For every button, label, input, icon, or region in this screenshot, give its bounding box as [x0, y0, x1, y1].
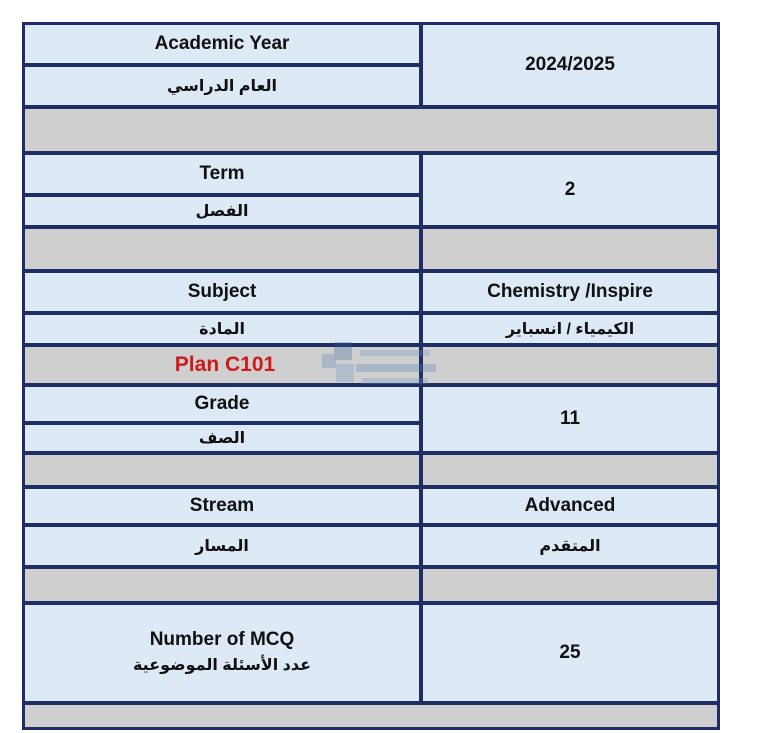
- stream-value: Advanced: [420, 486, 720, 526]
- separator-row: [22, 566, 422, 604]
- mcq-label-ar: عدد الأسئلة الموضوعية: [132, 657, 312, 674]
- stream-label-ar: المسار: [22, 524, 422, 568]
- bottom-separator-row: [22, 702, 720, 730]
- grade-label: Grade: [22, 384, 422, 424]
- academic-year-label-ar: العام الدراسي: [22, 64, 422, 108]
- term-label: Term: [22, 152, 422, 196]
- term-label-ar: الفصل: [22, 194, 422, 228]
- separator-row: [420, 226, 720, 272]
- subject-label-ar: المادة: [22, 312, 422, 346]
- plan-row-right: [420, 344, 720, 386]
- grade-value: 11: [420, 384, 720, 454]
- plan-code: Plan C101: [174, 353, 276, 376]
- stream-value-ar: المتقدم: [420, 524, 720, 568]
- separator-row: [420, 566, 720, 604]
- subject-value-ar: الكيمياء / انسباير: [420, 312, 720, 346]
- term-value: 2: [420, 152, 720, 228]
- separator-row: [22, 452, 422, 488]
- mcq-label: [22, 602, 422, 704]
- subject-label: Subject: [22, 270, 422, 314]
- mcq-label-en: Number of MCQ: [149, 629, 295, 650]
- separator-row: [420, 452, 720, 488]
- stream-label: Stream: [22, 486, 422, 526]
- academic-year-label: Academic Year: [22, 22, 422, 66]
- grade-label-ar: الصف: [22, 422, 422, 454]
- separator-row: [22, 226, 422, 272]
- separator-row: [22, 106, 720, 154]
- mcq-value: 25: [420, 602, 720, 704]
- academic-year-value: 2024/2025: [420, 22, 720, 108]
- subject-value: Chemistry /Inspire: [420, 270, 720, 314]
